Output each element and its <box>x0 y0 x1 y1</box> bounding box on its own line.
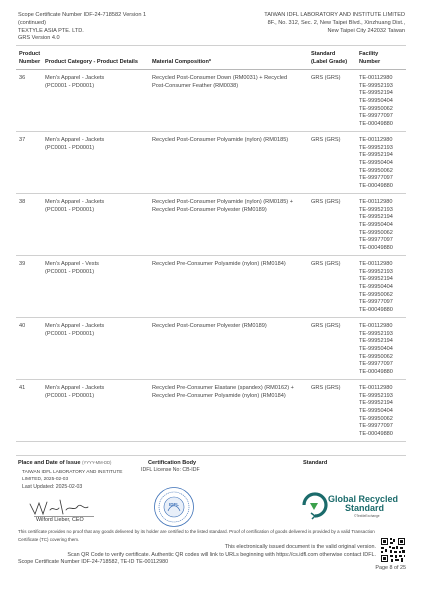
product-category-cell: Men's Apparel - Jackets (PC0001 - PD0001) <box>42 380 149 442</box>
product-category-cell: Men's Apparel - Jackets (PC0001 - PD0001) <box>42 194 149 256</box>
material-composition-cell: Recycled Post-Consumer Polyamide (nylon) (RM0185) <box>149 132 308 194</box>
standard-cell: GRS (GRS) <box>308 132 356 194</box>
certificate-number-line: Scope Certificate Number IDF-24-718582 Version 1 <box>18 12 147 18</box>
table-row <box>16 318 406 380</box>
logo-line-1: Global Recycled <box>328 494 399 504</box>
signature-graphic <box>26 496 96 518</box>
address-line-2: New Taipei City 242032 Taiwan <box>327 27 405 34</box>
header-product-number: Product Number <box>16 46 42 70</box>
standard-cell: GRS (GRS) <box>308 194 356 256</box>
body-name: TAIWAN IDFL LABORATORY AND INSTITUTE LIMITED <box>264 12 405 18</box>
signatory-name: Wilford Lieber, CEO <box>36 517 84 523</box>
certification-body-address <box>264 12 405 35</box>
qr-notice: Scan QR Code to verify certificate. Authentic QR codes will link to URLs beginning with https://cs.idfl.com otherwise contact IDFL. <box>67 552 376 559</box>
verification-notice <box>67 543 376 559</box>
product-category-cell: Men's Apparel - Jackets (PC0001 - PD0001) <box>42 132 149 194</box>
grs-version: GRS Version 4.0 <box>18 35 60 42</box>
license-number: IDFL License No: CB-IDF <box>141 467 200 473</box>
standard-cell: GRS (GRS) <box>308 380 356 442</box>
place-line-1: TAIWAN IDFL LABORATORY AND INSTITUTE <box>22 470 123 475</box>
table-row <box>16 256 406 318</box>
idfl-seal-icon <box>153 486 195 528</box>
material-composition-cell: Recycled Post-Consumer Polyester (RM0189) <box>149 318 308 380</box>
seal-text: IDFL <box>169 502 179 507</box>
bottom-reference: Scope Certificate Number IDF-24-718582, TE-ID TE-00112980 <box>18 559 169 565</box>
standard-cell: GRS (GRS) <box>308 318 356 380</box>
logo-line-2: Standard <box>345 503 385 513</box>
header-material-composition: Material Composition* <box>149 46 308 70</box>
table-row <box>16 194 406 256</box>
standard-title: Standard <box>303 460 328 466</box>
table-row <box>16 132 406 194</box>
electronic-notice: This electronically issued document is the valid original version. <box>224 544 376 550</box>
certification-body-title: Certification Body <box>148 460 197 466</box>
material-composition-cell: Recycled Post-Consumer Down (RM0031) + Recycled Post-Consumer Feather (RM0038) <box>149 70 308 132</box>
product-category-cell: Men's Apparel - Vests (PC0001 - PD0001) <box>42 256 149 318</box>
product-number-cell: 36 <box>16 70 42 132</box>
table-row <box>16 380 406 442</box>
place-date-title: Place and Date of Issue (YYYY-MM-DD) <box>18 460 112 466</box>
facility-number-cell: TE-00112980 TE-99952193 TE-99952194 TE-99950404 TE-99950062 TE-99977097 TE-00049880 <box>356 256 406 318</box>
product-category-cell: Men's Apparel - Jackets (PC0001 - PD0001) <box>42 70 149 132</box>
product-table <box>16 45 406 442</box>
last-updated: Last Updated: 2025-02-03 <box>22 483 83 490</box>
product-number-cell: 41 <box>16 380 42 442</box>
facility-number-cell: TE-00112980 TE-99952193 TE-99952194 TE-99950404 TE-99950062 TE-99977097 TE-00049880 <box>356 318 406 380</box>
continued-line: (continued) <box>18 19 46 26</box>
table-body <box>16 70 406 442</box>
certificate-header-left <box>18 12 146 43</box>
certificate-notice <box>18 528 410 543</box>
footer-divider <box>16 455 406 456</box>
grs-logo <box>300 490 408 520</box>
product-category-cell: Men's Apparel - Jackets (PC0001 - PD0001) <box>42 318 149 380</box>
product-number-cell: 37 <box>16 132 42 194</box>
table-header-row <box>16 46 406 70</box>
facility-number-cell: TE-00112980 TE-99952193 TE-99952194 TE-99950404 TE-99950062 TE-99977097 TE-00049880 <box>356 380 406 442</box>
place-line-2: LIMITED, 2025-02-03 <box>22 477 69 483</box>
product-number-cell: 38 <box>16 194 42 256</box>
facility-number-cell: TE-00112980 TE-99952193 TE-99952194 TE-99950404 TE-99950062 TE-99977097 TE-00049880 <box>356 70 406 132</box>
product-number-cell: 39 <box>16 256 42 318</box>
material-composition-cell: Recycled Pre-Consumer Polyamide (nylon) (RM0184) <box>149 256 308 318</box>
notice-line-1: This certificate provides no proof that any goods delivered by its holder are certified to the listed standard. Proof of certification of goods delivered is provided by a valid Transaction <box>18 529 375 534</box>
product-number-cell: 40 <box>16 318 42 380</box>
logo-tagline: ©TextileExchange <box>354 514 380 518</box>
standard-cell: GRS (GRS) <box>308 256 356 318</box>
notice-line-2: Certificate (TC) covering them. <box>18 536 80 542</box>
table-row <box>16 70 406 132</box>
header-facility-number: Facility Number <box>356 46 406 70</box>
qr-code-icon[interactable] <box>380 537 406 563</box>
company-name: TEXTYLE ASIA PTE. LTD. <box>18 27 84 34</box>
page-number: Page 8 of 25 <box>375 565 406 571</box>
header-product-category: Product Category - Product Details <box>42 46 149 70</box>
header-standard: Standard (Label Grade) <box>308 46 356 70</box>
material-composition-cell: Recycled Pre-Consumer Elastane (spandex) (RM0162) + Recycled Pre-Consumer Polyamide (nylon) (RM0184) <box>149 380 308 442</box>
facility-number-cell: TE-00112980 TE-99952193 TE-99952194 TE-99950404 TE-99950062 TE-99977097 TE-00049880 <box>356 194 406 256</box>
standard-cell: GRS (GRS) <box>308 70 356 132</box>
facility-number-cell: TE-00112980 TE-99952193 TE-99952194 TE-99950404 TE-99950062 TE-99977097 TE-00049880 <box>356 132 406 194</box>
place-date-text <box>22 469 122 491</box>
address-line-1: 8F., No. 312, Sec. 2, New Taipei Blvd., Xinzhuang Dist., <box>267 19 405 26</box>
material-composition-cell: Recycled Post-Consumer Polyamide (nylon) (RM0185) + Recycled Post-Consumer Polyester (RM0189) <box>149 194 308 256</box>
